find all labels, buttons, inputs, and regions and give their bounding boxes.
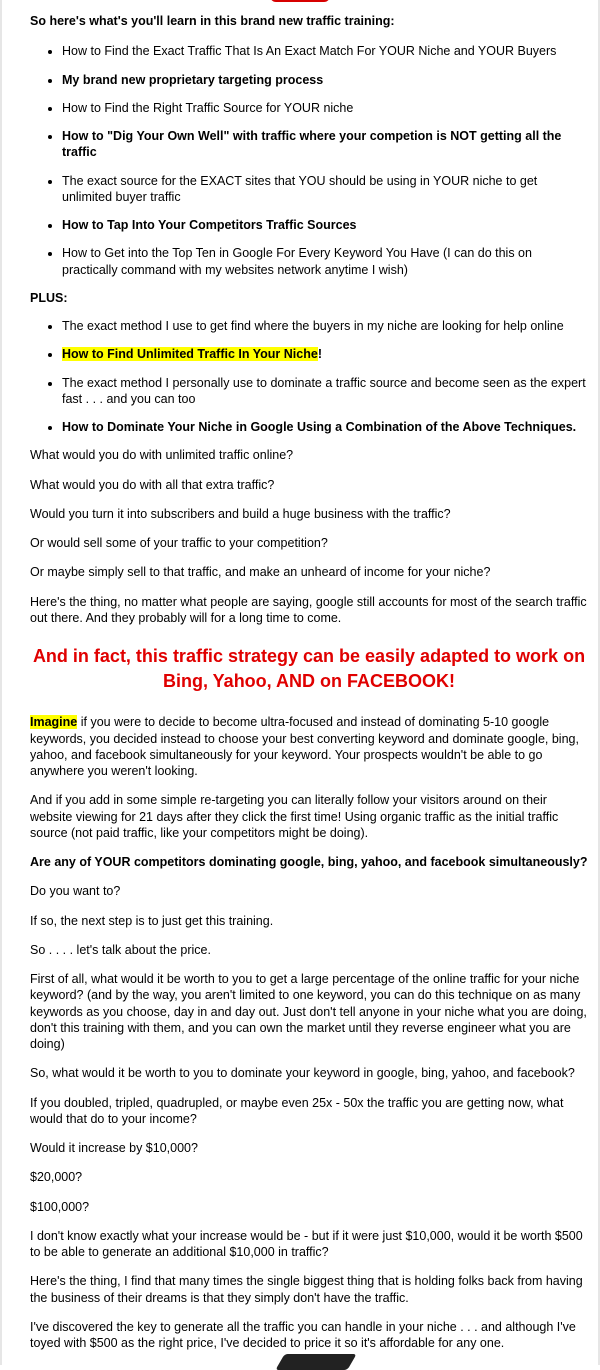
google-paragraph: Here's the thing, no matter what people are saying, google still accounts for most of the search traffic out there. And they probably will for a long time to come. — [30, 594, 587, 625]
list-item — [62, 128, 588, 161]
body-paragraph: $20,000? — [30, 1170, 83, 1185]
top-banner-fragment — [270, 0, 330, 2]
question-paragraph: Or would sell some of your traffic to your competition? — [30, 536, 328, 550]
sales-copy — [30, 13, 588, 1364]
body-paragraph: I've discovered the key to generate all the traffic you can handle in your niche . . . and although I've toyed with $500 as the right price, I've decided to price it so it's affordable for any one. — [30, 1319, 576, 1351]
question-paragraph: What would you do with all that extra traffic? — [30, 477, 275, 492]
intro-heading: So here's what's you'll learn in this brand new traffic training: — [30, 14, 395, 28]
list-item-text: How to "Dig Your Own Well" with traffic where your competion is NOT getting all the traffic — [62, 129, 562, 160]
paragraph-text: if you were to decide to become ultra-focused and instead of dominating 5-10 google keywords, you decided instead to choose your best converting keyword and dominate google, bing, yahoo, and facebook simultaneously for your keyword. Your prospects wouldn't be able to go anywhere you weren't looking. — [30, 715, 579, 779]
list-item — [62, 72, 588, 88]
body-paragraph: So, what would it be worth to you to dominate your keyword in google, bing, yahoo, and facebook? — [30, 1066, 575, 1081]
plus-label: PLUS: — [30, 290, 68, 305]
list-item-text: The exact source for the EXACT sites that YOU should be using in YOUR niche to get unlimited buyer traffic — [62, 173, 538, 204]
list-item-text: The exact method I use to get find where the buyers in my niche are looking for help online — [62, 319, 564, 333]
list-item-text: How to Find the Exact Traffic That Is An Exact Match For YOUR Niche and YOUR Buyers — [62, 44, 557, 59]
product-image-fragment — [275, 1354, 356, 1370]
list-item-text: How to Get into the Top Ten in Google For Every Keyword You Have (I can do this on practically command with my websites network anytime I wish) — [62, 246, 532, 277]
body-paragraph: $100,000? — [30, 1199, 90, 1214]
list-item — [62, 217, 588, 233]
list-item — [62, 173, 588, 206]
body-paragraph: I don't know exactly what your increase would be - but if it were just $10,000, would it be worth $500 to be able to generate an additional $10,000 in traffic? — [30, 1228, 583, 1260]
list-item — [62, 346, 588, 362]
benefits-list — [30, 43, 588, 278]
body-paragraph: So . . . . let's talk about the price. — [30, 942, 211, 957]
highlighted-text: Imagine — [30, 715, 78, 730]
punctuation: ! — [317, 347, 322, 362]
list-item — [62, 245, 588, 278]
list-item — [62, 318, 588, 334]
body-paragraph: If you doubled, tripled, quadrupled, or maybe even 25x - 50x the traffic you are getting now, what would that do to your income? — [30, 1095, 564, 1126]
body-paragraph: Here's the thing, I find that many times the single biggest thing that is holding folks back from having the business of their dreams is that they simply don't have the traffic. — [30, 1274, 583, 1305]
bonus-list — [30, 318, 588, 435]
imagine-paragraph — [30, 714, 588, 779]
list-item-text: The exact method I personally use to dominate a traffic source and become seen as the expert fast . . . and you can too — [62, 375, 586, 406]
list-item-text: How to Dominate Your Niche in Google Using a Combination of the Above Techniques. — [62, 420, 577, 434]
list-item — [62, 100, 588, 116]
red-headline: And in fact, this traffic strategy can be easily adapted to work on Bing, Yahoo, AND on FACEBOOK! — [32, 646, 586, 692]
list-item — [62, 419, 588, 435]
body-paragraph: If so, the next step is to just get this training. — [30, 913, 274, 928]
list-item-text: How to Find the Right Traffic Source for YOUR niche — [62, 100, 354, 115]
question-paragraph: Would you turn it into subscribers and build a huge business with the traffic? — [30, 506, 451, 521]
competitors-question: Are any of YOUR competitors dominating google, bing, yahoo, and facebook simultaneously? — [30, 855, 588, 870]
body-paragraph: Would it increase by $10,000? — [30, 1141, 198, 1156]
list-item-text: My brand new proprietary targeting process — [62, 72, 324, 87]
body-paragraph: First of all, what would it be worth to you to get a large percentage of the online traffic for your niche keyword? (and by the way, you aren't limited to one keyword, you can do this technique on as many keywords as you choose, day in and day out. Just don't tell anyone in your niche what you are doing, don't this training with them, and you can own the market until they reverse engineer what you are doing) — [30, 972, 587, 1052]
body-paragraph: Do you want to? — [30, 884, 121, 899]
question-paragraph: Or maybe simply sell to that traffic, and make an unheard of income for your niche? — [30, 565, 491, 580]
list-item-text: How to Tap Into Your Competitors Traffic Sources — [62, 218, 357, 232]
question-paragraph: What would you do with unlimited traffic online? — [30, 448, 294, 463]
list-item — [62, 43, 588, 59]
list-item — [62, 375, 588, 408]
page-border-left — [0, 0, 2, 1365]
retargeting-paragraph: And if you add in some simple re-targeting you can literally follow your visitors around on their website viewing for 21 days after they click the first time! Using organic traffic as the initial traffic source (not paid traffic, like your competitors might be doing). — [30, 793, 559, 840]
highlighted-text: How to Find Unlimited Traffic In Your Niche — [62, 347, 318, 362]
